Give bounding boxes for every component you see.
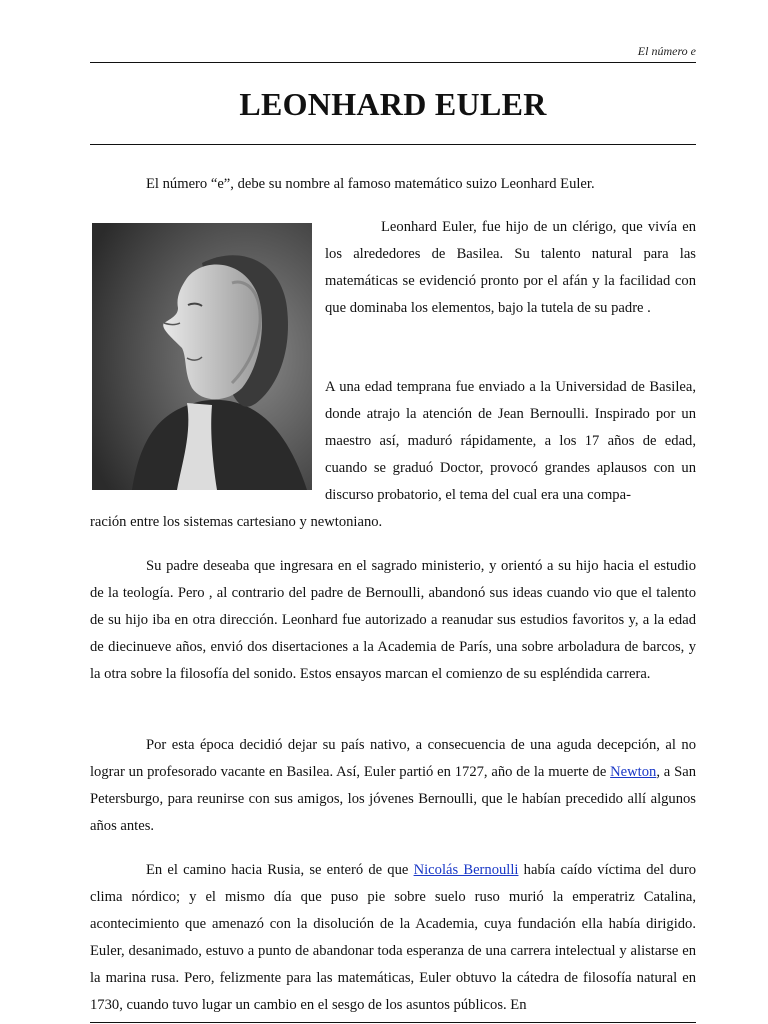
- newton-link[interactable]: Newton: [610, 764, 657, 780]
- paragraph-5-text-a: En el camino hacia Rusia, se enteró de que: [146, 862, 414, 878]
- paragraph-5: [90, 857, 696, 1019]
- paragraph-4: [90, 732, 696, 840]
- page-title: LEONHARD EULER: [239, 86, 547, 122]
- nicolas-bernoulli-link[interactable]: Nicolás Bernoulli: [413, 862, 519, 878]
- euler-portrait-image: [92, 223, 312, 490]
- intro-paragraph: El número “e”, debe su nombre al famoso matemático suizo Leonhard Euler.: [146, 176, 595, 192]
- footer-rule: [90, 1022, 696, 1023]
- paragraph-2: A una edad temprana fue enviado a la Universidad de Basilea, donde atrajo la atención de Jean Bernoulli. Inspirado por un maestro así, maduró rápidamente, a los 17 años de edad, cuando se graduó Doctor, provocó grandes aplausos con un discurso probatorio, el tema del cual era una compa-: [325, 379, 696, 503]
- paragraph-1: Leonhard Euler, fue hijo de un clérigo, que vivía en los alrededores de Basilea. Su talento natural para las matemáticas se evidenció pronto por el afán y la facilidad con que dominaba los elementos, bajo la tutela de su padre .: [325, 219, 696, 316]
- paragraph-2-tail: ración entre los sistemas cartesiano y newtoniano.: [90, 514, 383, 530]
- header-rule: [90, 62, 696, 63]
- running-header: El número e: [637, 44, 696, 58]
- portrait-engraving-icon: [92, 223, 312, 490]
- paragraph-4-text-a: Por esta época decidió dejar su país nativo, a consecuencia de una aguda decepción, al no lograr un profesorado vacante en Basilea. Así, Euler partió en 1727, año de la muerte de: [90, 737, 696, 780]
- paragraph-5-text-b: había caído víctima del duro clima nórdico; y el mismo día que puso pie sobre suelo ruso murió la emperatriz Catalina, acontecimiento que amenazó con la disolución de la Academia, cuya fundación ella había dirigido. Euler, desanimado, estuvo a punto de abandonar toda esperanza de una carrera intelectual y alistarse en la marina rusa. Pero, felizmente para las matemáticas, Euler obtuvo la cátedra de filosofía natural en 1730, cuando tuvo lugar un cambio en el sesgo de los asuntos públicos. En: [90, 862, 696, 1013]
- title-rule: [90, 144, 696, 145]
- paragraph-3: Su padre deseaba que ingresara en el sagrado ministerio, y orientó a su hijo hacia el estudio de la teología. Pero , al contrario del padre de Bernoulli, abandonó sus ideas cuando vio que el talento de su hijo iba en otra dirección. Leonhard fue autorizado a reanudar sus estudios favoritos y, a la edad de diecinueve años, envió dos disertaciones a la Academia de París, una sobre arboladura de barcos, y la otra sobre la filosofía del sonido. Estos ensayos marcan el comienzo de su espléndida carrera.: [90, 558, 696, 682]
- paragraph-4-text-b: , a San Petersburgo, para reunirse con sus amigos, los jóvenes Bernoulli, que le habían precedido allí algunos años antes.: [90, 764, 696, 834]
